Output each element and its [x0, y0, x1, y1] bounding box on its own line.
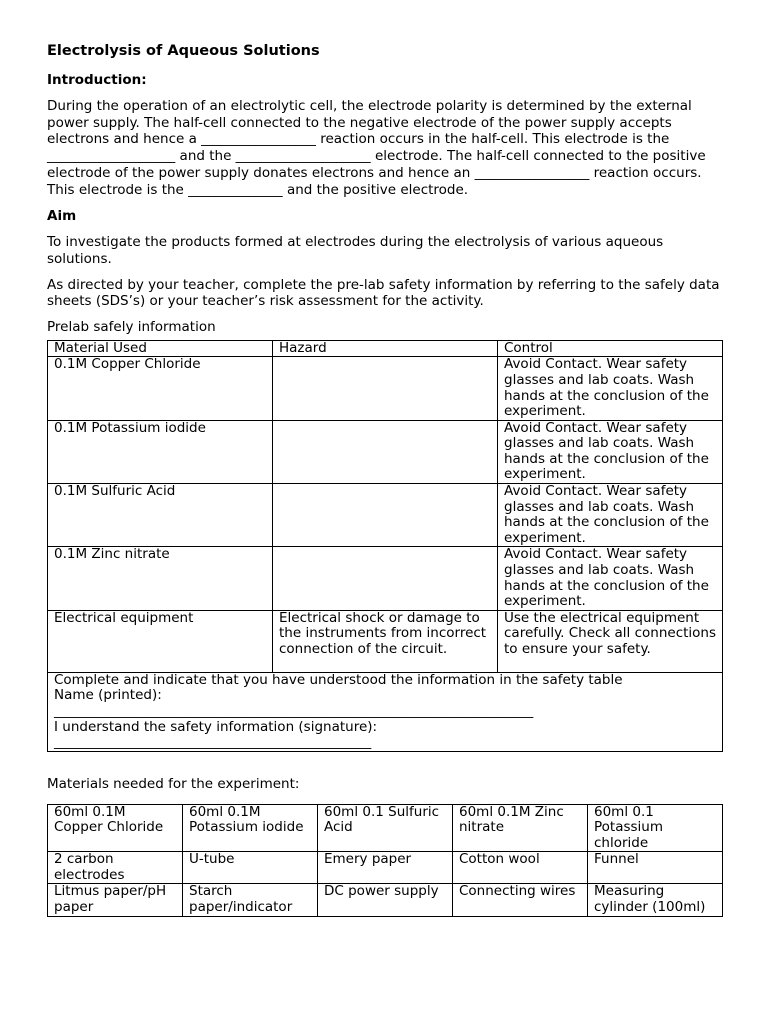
material-item: Connecting wires: [453, 884, 588, 916]
table-row: [48, 804, 723, 852]
hazard-cell[interactable]: [273, 420, 498, 483]
material-item: DC power supply: [318, 884, 453, 916]
header-material: Material Used: [48, 340, 273, 357]
control-cell: Avoid Contact. Wear safety glasses and lab coats. Wash hands at the conclusion of the experiment.: [498, 420, 723, 483]
material-item: Measuring cylinder (100ml): [588, 884, 723, 916]
safety-table-header-row: [48, 340, 723, 357]
material-item: Litmus paper/pH paper: [48, 884, 183, 916]
material-item: Cotton wool: [453, 852, 588, 884]
prelab-label: Prelab safely information: [47, 319, 216, 336]
material-item: Emery paper: [318, 852, 453, 884]
aim-paragraph: To investigate the products formed at electrodes during the electrolysis of various aqueous solutions.: [47, 234, 664, 267]
intro-paragraph: During the operation of an electrolytic cell, the electrode polarity is determined by the external power supply. The half-cell connected to the negative electrode of the power supply accepts electrons and hence a _________________ reaction occurs in the half-cell. This electrode is the ___________________ and the ____________________ electrode. The half-cell connected to the positive electrode of the power supply donates electrons and hence an _________________ reaction occurs. This electrode is the ______________ and the positive electrode.: [47, 98, 706, 198]
materials-label: Materials needed for the experiment:: [47, 775, 300, 792]
safety-table: [47, 340, 723, 752]
control-cell: Avoid Contact. Wear safety glasses and lab coats. Wash hands at the conclusion of the experiment.: [498, 484, 723, 547]
signature-label: I understand the safety information (signature):: [54, 718, 378, 735]
table-row: [48, 610, 723, 672]
material-item: 60ml 0.1 Sulfuric Acid: [318, 804, 453, 852]
confirmation-row: [48, 672, 723, 751]
material-item: 2 carbon electrodes: [48, 852, 183, 884]
material-cell: 0.1M Sulfuric Acid: [48, 484, 273, 547]
materials-table: [47, 804, 723, 917]
table-row: [48, 884, 723, 916]
name-label: Name (printed):: [54, 687, 162, 704]
confirmation-cell: [48, 672, 723, 751]
material-cell: 0.1M Copper Chloride: [48, 357, 273, 420]
material-cell: 0.1M Zinc nitrate: [48, 547, 273, 610]
material-item: 60ml 0.1 Potassium chloride: [588, 804, 723, 852]
hazard-cell: Electrical shock or damage to the instruments from incorrect connection of the circuit.: [273, 610, 498, 672]
name-field-line[interactable]: _______________________________________________________________________: [54, 703, 534, 720]
table-row: [48, 420, 723, 483]
header-control: Control: [498, 340, 723, 357]
hazard-cell[interactable]: [273, 357, 498, 420]
directions-paragraph: As directed by your teacher, complete the pre-lab safety information by referring to the safely data sheets (SDS’s) or your teacher’s risk assessment for the activity.: [47, 276, 720, 310]
material-item: U-tube: [183, 852, 318, 884]
signature-field-line[interactable]: _______________________________________________: [54, 734, 372, 751]
material-item: 60ml 0.1M Zinc nitrate: [453, 804, 588, 852]
table-row: [48, 547, 723, 610]
confirmation-text: Complete and indicate that you have understood the information in the safety table: [54, 671, 623, 688]
material-cell: 0.1M Potassium iodide: [48, 420, 273, 483]
aim-heading: Aim: [47, 208, 77, 225]
table-row: [48, 484, 723, 547]
material-item: 60ml 0.1M Potassium iodide: [183, 804, 318, 852]
material-cell: Electrical equipment: [48, 610, 273, 672]
control-cell: Avoid Contact. Wear safety glasses and lab coats. Wash hands at the conclusion of the experiment.: [498, 547, 723, 610]
table-row: [48, 357, 723, 420]
hazard-cell[interactable]: [273, 484, 498, 547]
material-item: Starch paper/indicator: [183, 884, 318, 916]
material-item: 60ml 0.1M Copper Chloride: [48, 804, 183, 852]
material-item: Funnel: [588, 852, 723, 884]
intro-heading: Introduction:: [47, 72, 147, 88]
control-cell: Use the electrical equipment carefully. Check all connections to ensure your safety.: [498, 610, 723, 672]
document-page: [47, 42, 722, 917]
document-title: Electrolysis of Aqueous Solutions: [47, 43, 320, 59]
control-cell: Avoid Contact. Wear safety glasses and lab coats. Wash hands at the conclusion of the experiment.: [498, 357, 723, 420]
table-row: [48, 852, 723, 884]
header-hazard: Hazard: [273, 340, 498, 357]
hazard-cell[interactable]: [273, 547, 498, 610]
